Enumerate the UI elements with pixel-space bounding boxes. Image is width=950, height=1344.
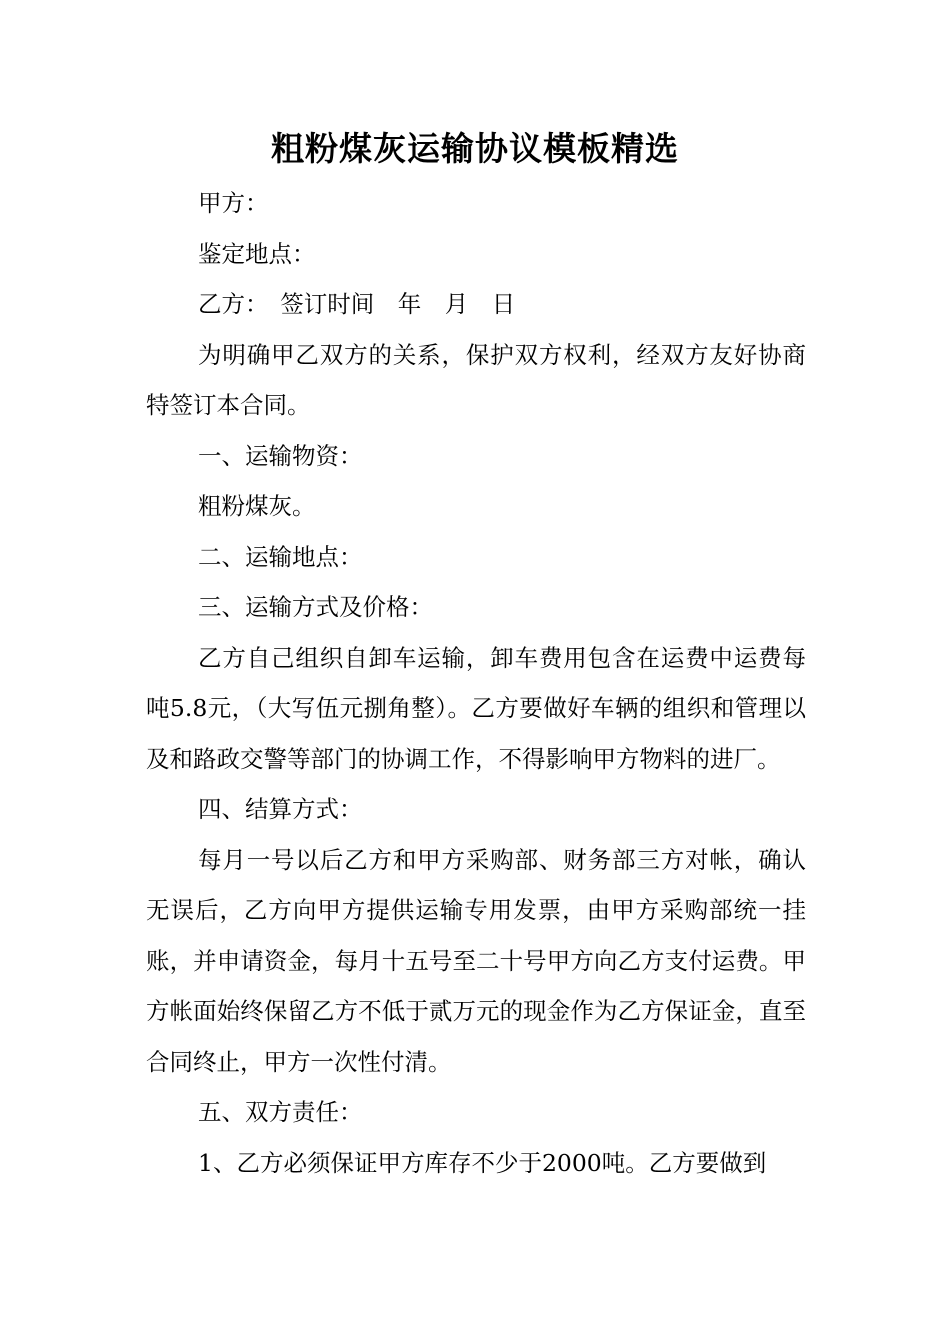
party-b-signing-date-line: 乙方： 签订时间 年 月 日 — [198, 290, 516, 318]
section-3-body: 乙方自己组织自卸车运输，卸车费用包含在运费中运费每吨5.8元，（大写伍元捌角整）。乙方要做好车辆的组织和管理以及和路政交警等部门的协调工作，不得影响甲方物料的进厂。 — [146, 643, 806, 773]
document-title: 粗粉煤灰运输协议模板精选 — [271, 129, 679, 168]
section-5-item-1: 1、乙方必须保证甲方库存不少于2000吨。乙方要做到 — [198, 1148, 767, 1177]
location-line: 鉴定地点： — [198, 239, 316, 268]
section-4-body: 每月一号以后乙方和甲方采购部、财务部三方对帐，确认无误后，乙方向甲方提供运输专用发票，由甲方采购部统一挂账，并申请资金，每月十五号至二十号甲方向乙方支付运费。甲方帐面始终保留乙方不低于贰万元的现金作为乙方保证金，直至合同终止，甲方一次性付清。 — [146, 845, 806, 1076]
section-1-body: 粗粉煤灰。 — [198, 492, 316, 520]
document-body — [146, 178, 806, 1188]
intro-paragraph: 为明确甲乙双方的关系，保护双方权利，经双方友好协商特签订本合同。 — [146, 340, 806, 419]
section-4-heading: 四、结算方式： — [198, 795, 363, 823]
party-a-line: 甲方： — [198, 189, 269, 217]
section-5-heading: 五、双方责任： — [198, 1098, 363, 1126]
section-2-heading: 二、运输地点： — [198, 542, 363, 571]
section-1-heading: 一、运输物资： — [198, 441, 363, 470]
section-3-heading: 三、运输方式及价格： — [198, 593, 433, 621]
